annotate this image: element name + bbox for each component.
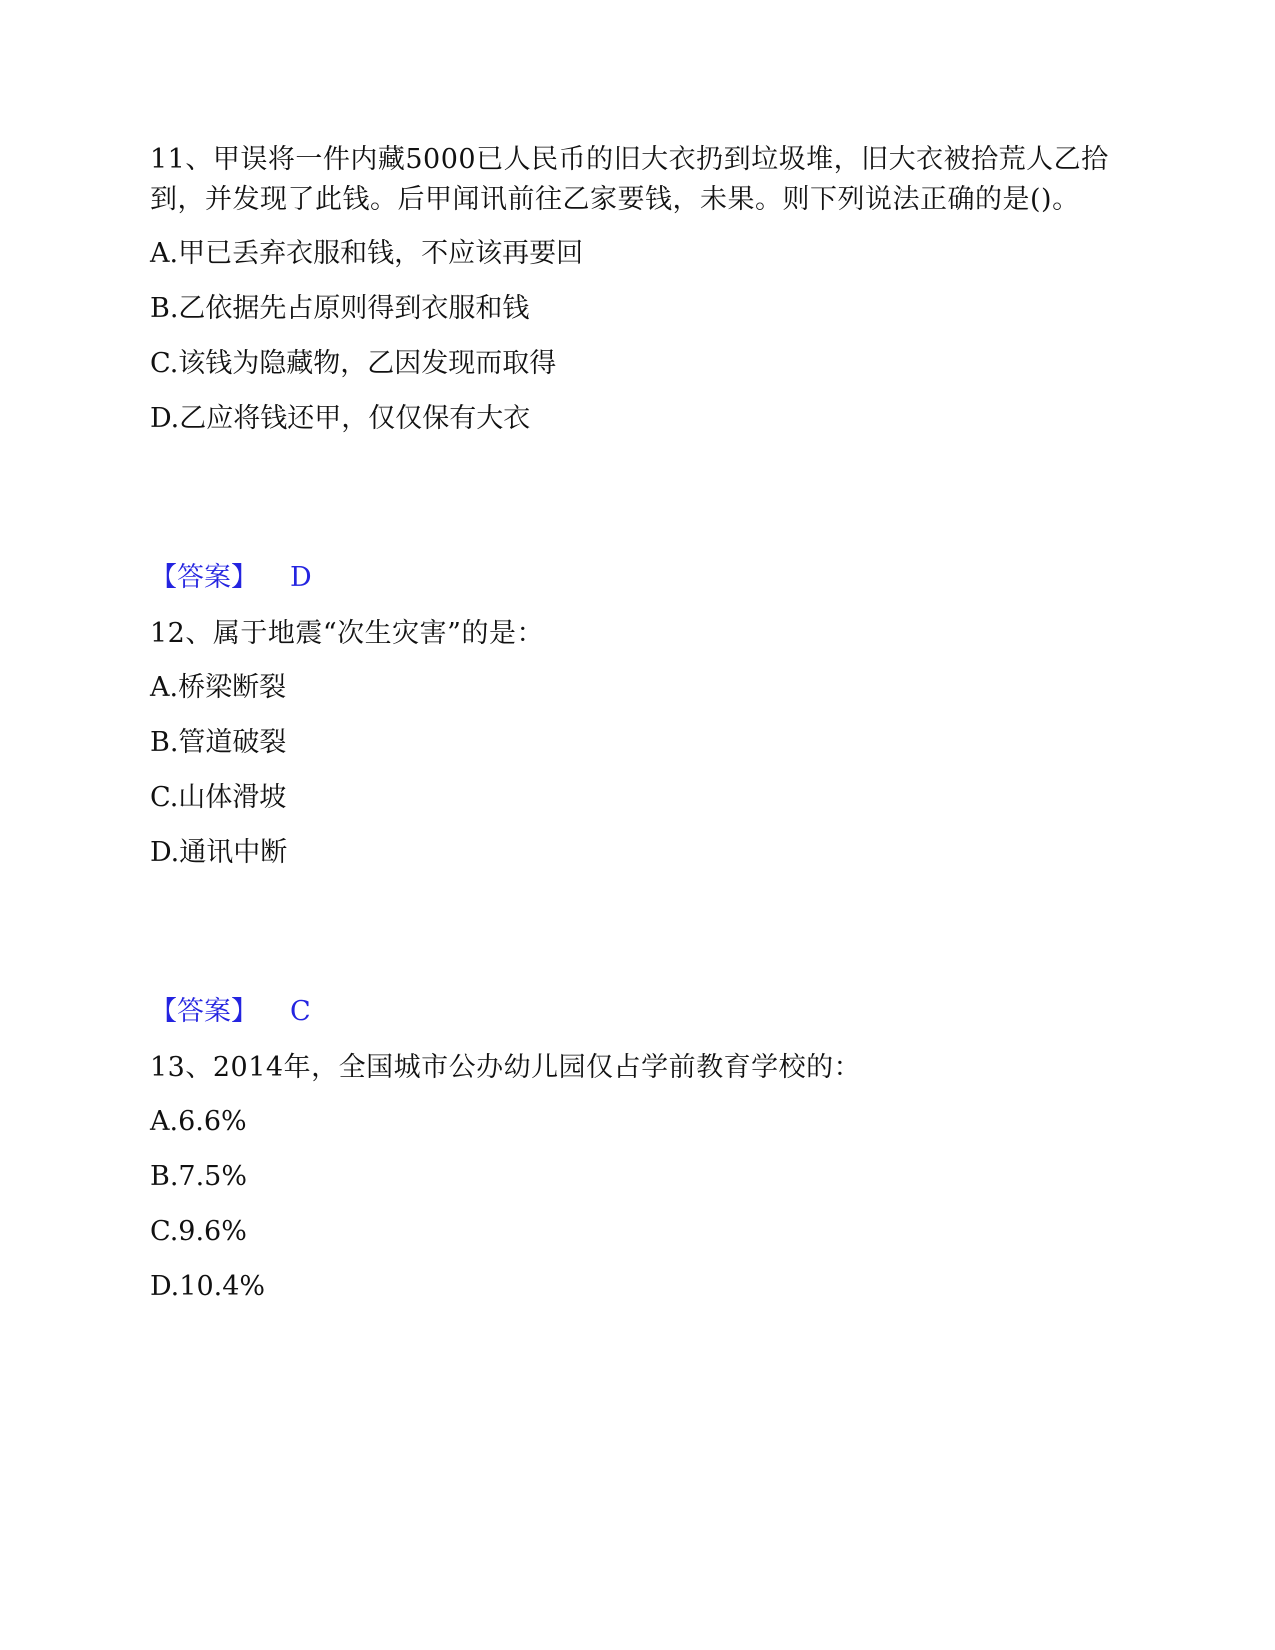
question-stem: 12、属于地震“次生灾害”的是：: [150, 618, 544, 649]
answer-value: D: [290, 562, 312, 593]
question-12: [150, 614, 1120, 873]
answer-label: 【答案】: [150, 996, 258, 1027]
option-b: B.7.5%: [150, 1161, 248, 1192]
document-page: [150, 140, 1120, 1322]
option-a: A.6.6%: [150, 1106, 247, 1137]
option-d: D.通讯中断: [150, 837, 288, 868]
question-11: [150, 140, 1120, 439]
answer-line: [150, 558, 1120, 598]
option-a: A.桥梁断裂: [150, 672, 287, 703]
question-stem: 11、甲误将一件内藏5000已人民币的旧大衣扔到垃圾堆，旧大衣被拾荒人乙拾到，并发现了此钱。后甲闻讯前往乙家要钱，未果。则下列说法正确的是()。: [150, 144, 1109, 215]
answer-line: [150, 992, 1120, 1032]
option-b: B.管道破裂: [150, 727, 287, 758]
option-d: D.10.4%: [150, 1271, 266, 1302]
question-13: [150, 1048, 1120, 1307]
option-c: C.山体滑坡: [150, 782, 287, 813]
option-c: C.该钱为隐藏物，乙因发现而取得: [150, 348, 557, 379]
option-c: C.9.6%: [150, 1216, 247, 1247]
option-d: D.乙应将钱还甲，仅仅保有大衣: [150, 403, 531, 434]
option-b: B.乙依据先占原则得到衣服和钱: [150, 293, 530, 324]
option-a: A.甲已丢弃衣服和钱，不应该再要回: [150, 238, 584, 269]
answer-label: 【答案】: [150, 562, 258, 593]
question-stem: 13、2014年，全国城市公办幼儿园仅占学前教育学校的：: [150, 1052, 862, 1083]
answer-value: C: [290, 996, 311, 1027]
